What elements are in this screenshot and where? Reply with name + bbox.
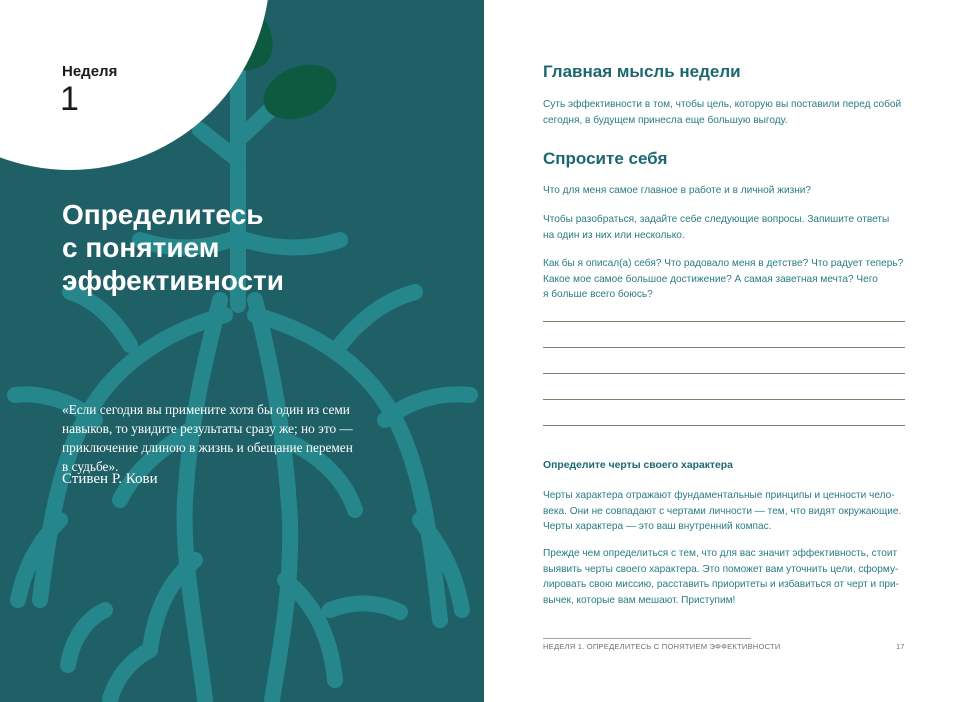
answer-line[interactable]: [543, 399, 905, 400]
text-line: вычек, которые вам мешают. Приступим!: [543, 594, 736, 606]
text-line: Прежде чем определиться с тем, что для вас значит эффективность, стоит: [543, 548, 898, 559]
text-line: Какое мое самое большое достижение? А самая заветная мечта? Чего: [543, 273, 878, 285]
quote-line: приключение длиною в жизнь и обещание перемен: [62, 440, 353, 455]
answer-line[interactable]: [543, 373, 905, 374]
week-number: 1: [60, 80, 79, 118]
quote-line: в судьбе».: [62, 459, 119, 474]
left-page: [0, 0, 484, 702]
traits-paragraph-1: [543, 488, 908, 535]
chapter-title-line: эффективности: [62, 265, 284, 296]
text-line: Чтобы разобраться, задайте себе следующие вопросы. Запишите ответы: [543, 214, 890, 225]
ask-prompts: [543, 256, 908, 303]
text-line: лировать свою миссию, расставить приоритеты и избавиться от черт и при-: [543, 579, 900, 590]
footer-rule: [543, 638, 751, 639]
answer-line[interactable]: [543, 321, 905, 322]
ask-question: Что для меня самое главное в работе и в личной жизни?: [543, 185, 812, 196]
main-thought-heading: Главная мысль недели: [543, 62, 741, 81]
answer-line[interactable]: [543, 347, 905, 348]
text-line: века. Они не совпадают с чертами личности — тем, что видят окружающие.: [543, 505, 902, 517]
right-page: [484, 0, 970, 702]
week-label: Неделя: [62, 63, 118, 80]
text-line: на один из них или несколько.: [543, 229, 685, 241]
chapter-title-line: Определитесь: [62, 199, 264, 230]
text-line: сегодня, в будущем принесла еще большую выгоду.: [543, 114, 788, 126]
traits-heading: Определите черты своего характера: [543, 460, 733, 471]
main-thought-text: [543, 97, 908, 128]
text-line: Как бы я описал(а) себя? Что радовало меня в детстве? Что радует теперь?: [543, 258, 904, 269]
running-footer: НЕДЕЛЯ 1. ОПРЕДЕЛИТЕСЬ С ПОНЯТИЕМ ЭФФЕКТИВНОСТИ: [543, 642, 781, 651]
text-line: Черты характера — это ваш внутренний компас.: [543, 521, 772, 532]
quote-author: Стивен Р. Кови: [62, 471, 158, 487]
chapter-title: [62, 198, 392, 297]
quote: [62, 400, 372, 476]
answer-line[interactable]: [543, 425, 905, 426]
text-line: Суть эффективности в том, чтобы цель, которую вы поставили перед собой: [543, 99, 902, 110]
ask-instruction: [543, 212, 908, 243]
quote-line: «Если сегодня вы примените хотя бы один из семи: [62, 402, 350, 417]
traits-paragraph-2: [543, 546, 908, 608]
text-line: я больше всего боюсь?: [543, 289, 653, 300]
text-line: выявить черты своего характера. Это поможет вам уточнить цели, сформу-: [543, 563, 899, 575]
chapter-title-line: с понятием: [62, 232, 220, 263]
ask-yourself-heading: Спросите себя: [543, 149, 668, 168]
quote-line: навыков, то увидите результаты сразу же; но это —: [62, 421, 353, 436]
page-number: 17: [896, 642, 905, 651]
text-line: Черты характера отражают фундаментальные принципы и ценности чело-: [543, 490, 895, 501]
